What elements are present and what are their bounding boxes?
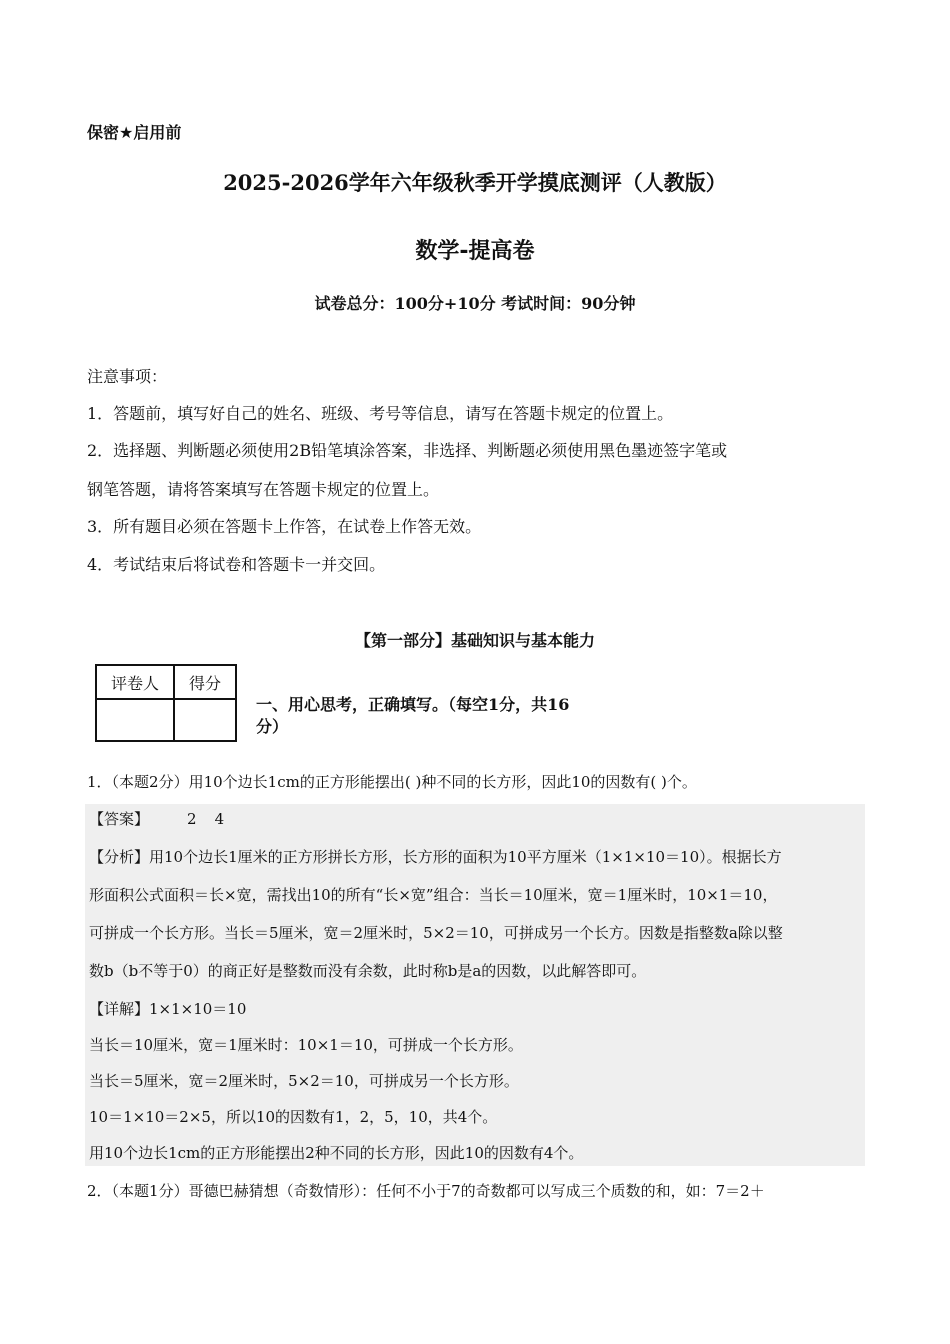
answer-label: 【答案】	[89, 810, 150, 828]
notice-item: 2．选择题、判断题必须使用2B铅笔填涂答案，非选择、判断题必须使用黑色墨迹签字笔或	[87, 441, 728, 460]
analysis-line: 可拼成一个长方形。当长＝5厘米，宽＝2厘米时，5×2＝10，可拼成另一个长方。因数是指整数a除以整	[89, 924, 783, 942]
detail-line: 用10个边长1cm的正方形能摆出2种不同的长方形，因此10的因数有4个。	[89, 1144, 584, 1162]
score-cell[interactable]	[174, 699, 236, 741]
analysis-line: 【分析】用10个边长1厘米的正方形拼长方形，长方形的面积为10平方厘米（1×1×10＝10）。根据长方	[89, 848, 782, 866]
confidential-label: 保密★启用前	[87, 123, 182, 142]
part-title-line: 一、用心思考，正确填写。（每空1分，共16	[256, 695, 570, 714]
question-1-text: 1．（本题2分）用10个边长1cm的正方形能摆出( )种不同的长方形，因此10的因数有( )个。	[87, 773, 697, 791]
grader-cell[interactable]	[96, 699, 174, 741]
answer-value: 2	[187, 810, 197, 828]
detail-line: 【详解】1×1×10＝10	[89, 1000, 247, 1018]
page-title: 2025-2026学年六年级秋季开学摸底测评（人教版）	[223, 170, 727, 195]
score-header: 得分	[174, 665, 236, 699]
notice-item: 钢笔答题，请将答案填写在答题卡规定的位置上。	[87, 480, 440, 499]
detail-line: 10＝1×10＝2×5，所以10的因数有1，2，5，10，共4个。	[89, 1108, 498, 1126]
answer-line	[89, 808, 864, 830]
exam-meta: 试卷总分：100分+10分 考试时间：90分钟	[314, 294, 636, 313]
part-title	[256, 694, 656, 738]
question-2-text: 2．（本题1分）哥德巴赫猜想（奇数情形）：任何不小于7的奇数都可以写成三个质数的和，如：7＝2＋	[87, 1182, 765, 1200]
part-title-line: 分）	[256, 717, 289, 736]
grader-table	[95, 664, 237, 742]
notice-item: 1．答题前，填写好自己的姓名、班级、考号等信息，请写在答题卡规定的位置上。	[87, 404, 674, 423]
section-heading: 【第一部分】基础知识与基本能力	[354, 631, 595, 650]
notice-item: 3．所有题目必须在答题卡上作答，在试卷上作答无效。	[87, 517, 482, 536]
analysis-line: 形面积公式面积＝长×宽，需找出10的所有“长×宽”组合：当长＝10厘米，宽＝1厘米时，10×1＝10，	[89, 886, 778, 904]
answer-value: 4	[214, 810, 225, 828]
page-subtitle: 数学-提高卷	[415, 239, 535, 264]
notice-item: 4．考试结束后将试卷和答题卡一并交回。	[87, 555, 386, 574]
notice-heading: 注意事项：	[87, 367, 168, 386]
grader-header: 评卷人	[96, 665, 174, 699]
analysis-line: 数b（b不等于0）的商正好是整数而没有余数，此时称b是a的因数，以此解答即可。	[89, 962, 647, 980]
detail-line: 当长＝5厘米，宽＝2厘米时，5×2＝10，可拼成另一个长方形。	[89, 1072, 519, 1090]
detail-line: 当长＝10厘米，宽＝1厘米时：10×1＝10，可拼成一个长方形。	[89, 1036, 523, 1054]
